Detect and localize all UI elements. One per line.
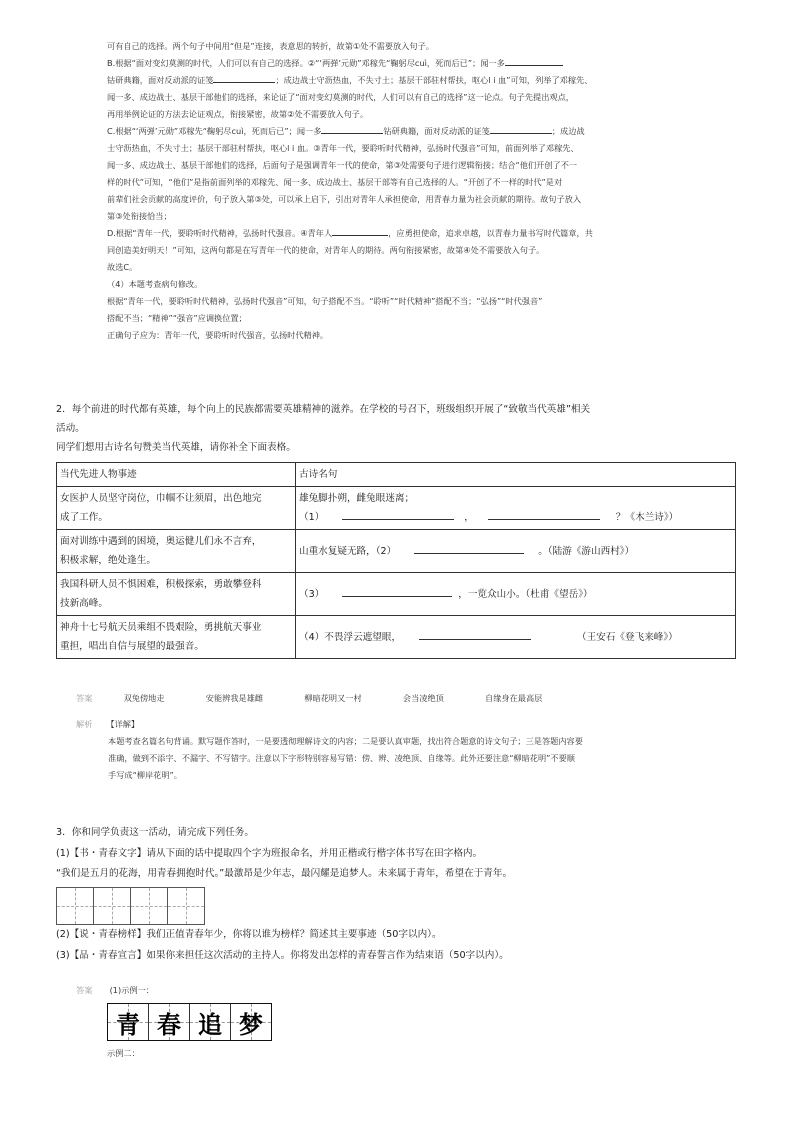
text-line: 2．每个前进的时代都有英雄，每个向上的民族都需要英雄精神的滋养。在学校的号召下，班级组织开展了“致敬当代英雄”相关 [56, 404, 591, 415]
text-line: 第③处衔接恰当； [107, 211, 172, 221]
grid-cell[interactable] [94, 888, 131, 924]
text-line: “我们是五月的花海，用青春拥抱时代。”最激昂是少年志，最闪耀是追梦人。未来属于青年，希望在于青年。 [56, 868, 513, 879]
answer-text: 柳暗花明又一村 [304, 693, 362, 703]
grid-cell[interactable] [168, 888, 204, 924]
calligraphy-grid [107, 1003, 272, 1041]
table-header-row [57, 463, 736, 487]
calligraphy-char: 追 [190, 1004, 231, 1040]
question-2-analysis [76, 716, 756, 784]
table-row [57, 573, 736, 616]
text-line: 士守沥热血，不失寸土；基层干部驻村帮扶，呕心l i 血。③青年一代，要聆听时代精神，弘扬时代强音”可知，前面列举了邓稼先、 [107, 143, 579, 153]
deed-text: 成了工作。 [60, 512, 108, 523]
table-header-cell: 当代先进人物事迹 [57, 463, 296, 487]
question-2-answer [76, 690, 756, 707]
question-2-stem [56, 400, 746, 457]
text-line: 正确句子应为：青年一代，要聆听时代强音，弘扬时代精神。 [107, 330, 329, 340]
question-3-stem [56, 823, 746, 883]
example-2-label: 示例二： [107, 1048, 140, 1058]
text-line: 根据“青年一代，要聆听时代精神，弘扬时代强音”可知，句子搭配不当。“聆听”“时代精神”搭配不当；“弘扬”“时代强音” [107, 296, 543, 306]
text-line: 准确，做到不添字、不漏字、不写错字。注意以下字形特别容易写错：傍、辨、凌绝顶、自缘等。此外还要注意“柳暗花明”不要顺 [108, 753, 575, 763]
text-line: (2)【说・青春榜样】我们正值青春年少，你将以谁为榜样？简述其主要事迹（50字以内）。 [56, 929, 442, 940]
answer-blank[interactable] [419, 630, 531, 640]
analysis-head-line [76, 716, 756, 733]
table-row [57, 616, 736, 659]
answer-blank[interactable] [342, 510, 454, 520]
answer-text: 会当凌绝顶 [402, 693, 444, 703]
poem-text: 雄兔脚扑朔，雌兔眼迷离； [299, 493, 415, 504]
deed-text: 技新高峰。 [60, 598, 108, 609]
table-row [57, 530, 736, 573]
text-line: 钴研典籍，面对反动派的证笺 ；成边战士守沥热血，不失寸土；基层干部驻村帮扶，呕心l i 血”可知，列举了邓稼先、 [107, 75, 593, 85]
text-line: 3．你和同学负责这一活动，请完成下列任务。 [56, 827, 254, 838]
poem-cell: （4）不畏浮云遮望眼， （王安石《登飞来峰》） [296, 616, 736, 659]
answer-blank[interactable] [488, 510, 600, 520]
grid-cell[interactable] [57, 888, 94, 924]
poem-text: （1） ， ？《木兰诗》） [299, 512, 679, 523]
deed-text: 我国科研人员不惧困难，积极探索，勇敢攀登科 [60, 579, 262, 590]
answer-tag: 答案 [76, 985, 93, 995]
calligraphy-char: 梦 [231, 1004, 271, 1040]
poem-cell: （3） ，一览众山小。（杜甫《望岳》） [296, 573, 736, 616]
text-line: 本题考查名篇名句背诵。默写题作答时，一是要透彻理解诗文的内容；二是要认真审题，找出符合题意的诗文句子；三是答题内容要 [108, 736, 583, 746]
text-line: 样的时代”可知，“他们”是指前面列举的邓稼先、闻一多、成边战士、基层干部等有自己选择的人。“开创了不一样的时代”是对 [107, 177, 563, 187]
text-line: 故选C。 [107, 262, 138, 272]
analysis-tag: 解析 [76, 719, 93, 729]
text-line: 活动。 [56, 423, 85, 434]
answer-text: 双兔傍地走 [123, 693, 165, 703]
text-line: 闻一多、成边战士、基层干部他们的选择，来论证了“面对变幻莫测的时代，人们可以有自己的选择”这一论点。句子先提出观点， [107, 92, 574, 102]
text-line: 可有自己的选择。两个句子中间用“但是”连接，表意思的转折，故第①处不需要放入句子。 [107, 41, 434, 51]
deed-text: 神舟十七号航天员乘组不畏艰险，勇挑航天事业 [60, 622, 262, 633]
calligraphy-char: 青 [108, 1004, 149, 1040]
deed-text: 重担，唱出自信与展望的最强音。 [60, 641, 204, 652]
analysis-head: 【详解】 [106, 719, 140, 729]
poem-table [56, 462, 736, 659]
deed-cell [57, 573, 296, 616]
answer-blank[interactable] [414, 544, 524, 554]
text-line: 同创造美好明天！”可知，这两句都是在写青年一代的使命，对青年人的期待。两句衔接紧密，故第④处不需要放入句子。 [107, 245, 545, 255]
tianzige-grid[interactable] [56, 887, 205, 925]
text-line: 同学们想用古诗名句赞美当代英雄，请你补全下面表格。 [56, 442, 296, 453]
deed-text: 积极求解，绝处逢生。 [60, 555, 156, 566]
text-line: C.根据“‘两弹’元勋”邓稼先“鞠躬尽cuì，死而后已”；闻一多 钻研典籍，面对反动派的证笺 ；成边战 [107, 126, 585, 136]
deed-text: 面对训练中遇到的困境，奥运健儿们永不言弃， [60, 536, 262, 547]
answer-text: 安能辨我是雄雌 [205, 693, 264, 703]
explanation-block [107, 38, 747, 344]
poem-cell: 山重水复疑无路，（2） 。（陆游《游山西村》） [296, 530, 736, 573]
answer-tag: 答案 [76, 693, 93, 703]
deed-text: 女医护人员坚守岗位，巾帼不让须眉，出色地完 [60, 493, 262, 504]
text-line: 再用举例论证的方法去论证观点，衔接紧密，故第②处不需要放入句子。 [107, 109, 369, 119]
text-line: 搭配不当；“精神”“强音”应调换位置； [107, 313, 247, 323]
text-line: (1)【书・青春文字】请从下面的话中提取四个字为班报命名，并用正楷或行楷字体书写在田字格内。 [56, 848, 483, 859]
grid-cell[interactable] [131, 888, 168, 924]
deed-cell [57, 616, 296, 659]
table-row [57, 487, 736, 530]
answer-text: 自缘身在最高层 [485, 693, 543, 703]
question-3-answer [76, 982, 756, 999]
deed-cell [57, 487, 296, 530]
calligraphy-char: 春 [149, 1004, 190, 1040]
example-label: (1)示例一： [109, 985, 154, 995]
text-line: D.根据“青年一代，要聆听时代精神，弘扬时代强音。④青年人 ，应勇担使命，追求卓越，以青春力量书写时代篇章，共 [107, 228, 593, 238]
answer-blank[interactable] [342, 587, 452, 597]
deed-cell [57, 530, 296, 573]
text-line: 闻一多、成边战士、基层干部他们的选择，后面句子是强调青年一代的使命，第③处需要句子进行逻辑衔接；结合“他们开创了不一 [107, 160, 578, 170]
question-3-tasks [56, 925, 746, 965]
text-line: B.根据“面对变幻莫测的时代，人们可以有自己的选择。②“‘两弹’元勋”邓稼先“鞠躬尽cuì，死而后已”；闻一多 [107, 55, 747, 72]
poem-cell [296, 487, 736, 530]
text-line: （4）本题考查病句修改。 [107, 279, 203, 289]
text-line: (3)【品・青春宣言】如果你来担任这次活动的主持人。你将发出怎样的青春誓言作为结束语（50字以内）。 [56, 950, 509, 961]
table-header-cell: 古诗名句 [296, 463, 736, 487]
text-line: 前辈们社会贡献的高度评价，句子放入第③处，可以承上启下，引出对青年人承担使命，用青春力量为社会贡献的期待。故句子放入 [107, 194, 582, 204]
text-line: 手写成“柳岸花明”。 [108, 770, 182, 780]
